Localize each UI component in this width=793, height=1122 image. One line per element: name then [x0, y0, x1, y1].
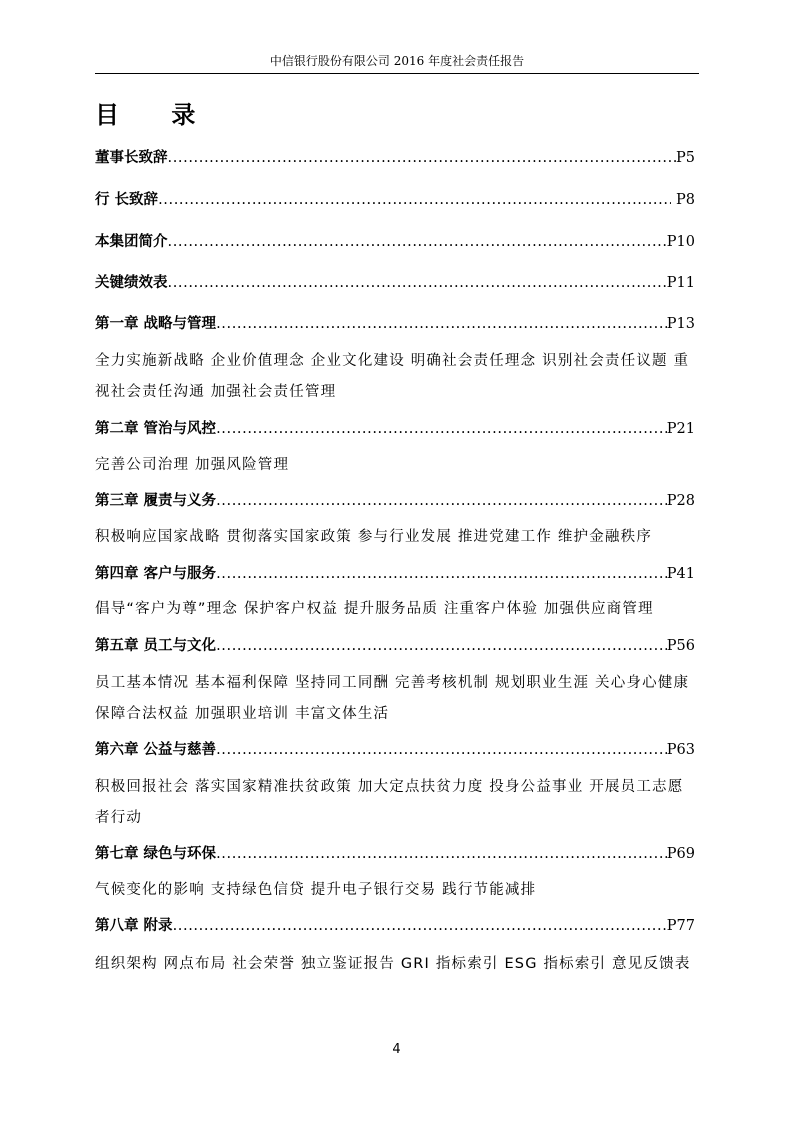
toc-chapter-1-topics: 全力实施新战略 企业价值理念 企业文化建设 明确社会责任理念 识别社会责任议题 重视社会责任沟通 加强社会责任管理: [95, 353, 690, 400]
toc-leader-dots: [216, 418, 667, 440]
toc-leader-dots: [216, 635, 667, 657]
toc-chapter-2[interactable]: [95, 418, 695, 440]
toc-entry-page: P77: [666, 918, 695, 934]
toc-leader-dots: [168, 272, 667, 294]
toc-entry-page: P10: [666, 234, 695, 250]
toc-entry-page: P13: [666, 316, 695, 332]
toc-chapter-6-topics: 积极回报社会 落实国家精准扶贫政策 加大定点扶贫力度 投身公益事业 开展员工志愿者行动: [95, 779, 684, 826]
toc-chapter-7-topics: 气候变化的影响 支持绿色信贷 提升电子银行交易 践行节能减排: [95, 882, 537, 898]
toc-leader-dots: [158, 189, 671, 211]
toc-entry-page: P63: [666, 742, 695, 758]
toc-entry-label: 第八章 附录: [95, 917, 173, 934]
toc-chapter-4-topics: 倡导“客户为尊”理念 保护客户权益 提升服务品质 注重客户体验 加强供应商管理: [95, 601, 654, 617]
toc-chapter-8[interactable]: [95, 915, 695, 937]
toc-entry[interactable]: [95, 147, 695, 169]
running-header: 中信银行股份有限公司 2016 年度社会责任报告: [95, 51, 699, 74]
toc-chapter-3-topics: 积极响应国家战略 贯彻落实国家政策 参与行业发展 推进党建工作 维护金融秩序: [95, 529, 653, 545]
toc-leader-dots: [168, 231, 667, 253]
toc-entry-page: P41: [666, 566, 695, 582]
toc-chapter-1[interactable]: [95, 313, 695, 335]
toc-leader-dots: [216, 739, 667, 761]
toc-entry-label: 第一章 战略与管理: [95, 315, 217, 332]
toc-leader-dots: [216, 490, 667, 512]
toc-chapter-2-topics: 完善公司治理 加强风险管理: [95, 457, 290, 473]
toc-chapter-8-topics: 组织架构 网点布局 社会荣誉 独立鉴证报告 GRI 指标索引 ESG 指标索引 意见反馈表: [95, 956, 691, 972]
toc-entry-label: 行 长致辞: [95, 191, 159, 208]
toc-entry[interactable]: [95, 272, 695, 294]
toc-leader-dots: [173, 915, 667, 937]
toc-leader-dots: [216, 843, 667, 865]
toc-entry-page: P56: [666, 638, 695, 654]
toc-entry-label: 第六章 公益与慈善: [95, 741, 217, 758]
toc-leader-dots: [216, 313, 667, 335]
toc-entry-page: P69: [666, 846, 695, 862]
toc-entry-label: 第五章 员工与文化: [95, 637, 217, 654]
toc-entry-page: P5: [676, 150, 695, 166]
toc-chapter-3[interactable]: [95, 490, 695, 512]
toc-leader-dots: [216, 563, 667, 585]
toc-entry-page: P28: [666, 493, 695, 509]
toc-entry-page: P8: [671, 192, 695, 208]
toc-chapter-6[interactable]: [95, 739, 695, 761]
toc-chapter-7[interactable]: [95, 843, 695, 865]
toc-entry-label: 第七章 绿色与环保: [95, 845, 217, 862]
toc-entry-label: 第二章 管治与风控: [95, 420, 217, 437]
toc-chapter-5-topics: 员工基本情况 基本福利保障 坚持同工同酬 完善考核机制 规划职业生涯 关心身心健康 保障合法权益 加强职业培训 丰富文体生活: [95, 675, 690, 722]
toc-title: 目 录: [95, 100, 218, 129]
toc-entry-label: 第三章 履责与义务: [95, 492, 217, 509]
toc-entry-label: 第四章 客户与服务: [95, 565, 217, 582]
toc-entry[interactable]: [95, 189, 695, 211]
toc-entry-page: P11: [666, 275, 695, 291]
page-number: 4: [392, 1042, 401, 1057]
toc-chapter-4[interactable]: [95, 563, 695, 585]
toc-entry-page: P21: [666, 421, 695, 437]
toc-entry[interactable]: [95, 231, 695, 253]
toc-entry-label: 关键绩效表: [95, 274, 168, 291]
toc-entry-label: 本集团简介: [95, 233, 168, 250]
toc-leader-dots: [168, 147, 677, 169]
toc-entry-label: 董事长致辞: [95, 149, 168, 166]
toc-chapter-5[interactable]: [95, 635, 695, 657]
